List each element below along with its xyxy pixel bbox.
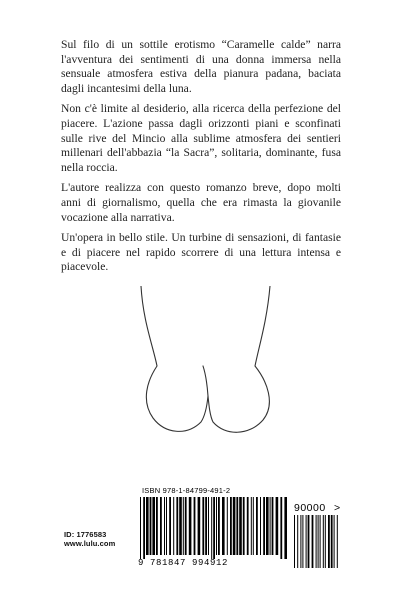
barcode-bar: [256, 497, 258, 555]
barcode-bar: [189, 497, 192, 555]
publisher-website: www.lulu.com: [64, 539, 116, 548]
barcode-bar: [146, 497, 149, 555]
barcode-bar: [152, 497, 155, 555]
barcode-bar: [325, 515, 326, 568]
back-cover-blurb: [61, 38, 341, 281]
drawing-right-contour: [208, 286, 270, 432]
barcode-bar: [213, 497, 215, 559]
barcode-bar: [227, 497, 228, 555]
barcode-bar: [247, 497, 249, 555]
barcode-bar: [334, 515, 335, 568]
barcode-bar: [216, 497, 217, 555]
ean13-barcode: [138, 497, 288, 559]
barcode-bar: [198, 497, 201, 555]
barcode-bar: [316, 515, 317, 568]
barcode-bar: [169, 497, 171, 555]
barcode-bar: [222, 497, 225, 555]
barcode-bar: [243, 497, 245, 555]
barcode-bar: [328, 515, 330, 568]
barcode-bar: [239, 497, 242, 555]
barcode-bar: [270, 497, 271, 555]
blurb-paragraph-1: Sul filo di un sottile erotismo “Caramelle calde” narra l'avventura dei sentimenti di una donna immersa nella sensuale atmosfera estiva della pianura padana, baciata dagli incantesimi della luna.: [61, 38, 341, 95]
barcode-bar: [236, 497, 238, 555]
barcode-bar: [140, 497, 141, 559]
barcode-bar: [306, 515, 307, 568]
barcode-bar: [266, 497, 269, 555]
barcode-bar: [302, 515, 303, 568]
barcode-bar: [320, 515, 321, 568]
barcode-bar: [143, 497, 145, 559]
publisher-info: [64, 530, 115, 548]
barcode-bar: [337, 515, 338, 568]
barcode-bar: [230, 497, 232, 555]
blurb-paragraph-2: Non c'è limite al desiderio, alla ricerca della perfezione del piacere. L'azione passa dagli orizzonti piani e sconfinati sulle rive del Mincio alla sublime atmosfera dei sentieri millenari dell'abbazia “la Sacra”, solitaria, dominante, fusa nella roccia.: [61, 102, 341, 174]
barcode-bar: [208, 497, 209, 555]
barcode-digits: 9 781847 994912: [138, 558, 229, 568]
barcode-bar: [166, 497, 167, 555]
publisher-id: ID: 1776583: [64, 530, 107, 539]
barcode-bar: [202, 497, 204, 555]
barcode-bar: [156, 497, 158, 555]
barcode-bar: [263, 497, 265, 555]
barcode-bar: [318, 515, 319, 568]
barcode-bar: [173, 497, 174, 555]
barcode-bar: [194, 497, 196, 555]
barcode-bar: [272, 497, 274, 555]
barcode-bar: [284, 497, 287, 559]
barcode-bar: [331, 515, 333, 568]
price-add-on-barcode: [292, 515, 344, 568]
barcode-bar: [160, 497, 162, 555]
barcode-bar: [312, 515, 314, 568]
isbn-label: ISBN 978-1-84799-491-2: [142, 486, 231, 495]
barcode-bar: [211, 497, 212, 559]
barcode-bar: [183, 497, 184, 555]
barcode-bar: [185, 497, 187, 555]
barcode-bar: [176, 497, 178, 555]
blurb-paragraph-4: Un'opera in bello stile. Un turbine di sensazioni, di fantasie e di piacere nel rapido scorrere di una lettura intensa e piacevole.: [61, 231, 341, 274]
barcode-bar: [300, 515, 301, 568]
barcode-bar: [253, 497, 254, 555]
barcode-bar: [323, 515, 324, 568]
line-drawing-illustration: [139, 286, 278, 438]
price-arrow: >: [334, 502, 341, 514]
barcode-bar: [205, 497, 207, 555]
barcode-bar: [294, 515, 295, 568]
barcode-bar: [297, 515, 298, 568]
barcode-bar: [251, 497, 252, 555]
price-code: 90000: [294, 502, 326, 514]
blurb-paragraph-3: L'autore realizza con questo romanzo breve, dopo molti anni di giornalismo, quella che era rimasta la giovanile vocazione alla narrativa.: [61, 181, 341, 224]
drawing-center-line: [203, 366, 208, 396]
barcode-bar: [308, 515, 310, 568]
barcode-bar: [233, 497, 236, 555]
drawing-left-contour: [141, 286, 208, 431]
isbn-barcode-block: [138, 486, 345, 570]
barcode-bar: [150, 497, 152, 555]
barcode-bar: [179, 497, 182, 555]
barcode-bar: [276, 497, 279, 555]
barcode-bar: [164, 497, 165, 555]
barcode-bar: [260, 497, 261, 555]
barcode-bar: [218, 497, 220, 555]
barcode-bar: [280, 497, 282, 559]
